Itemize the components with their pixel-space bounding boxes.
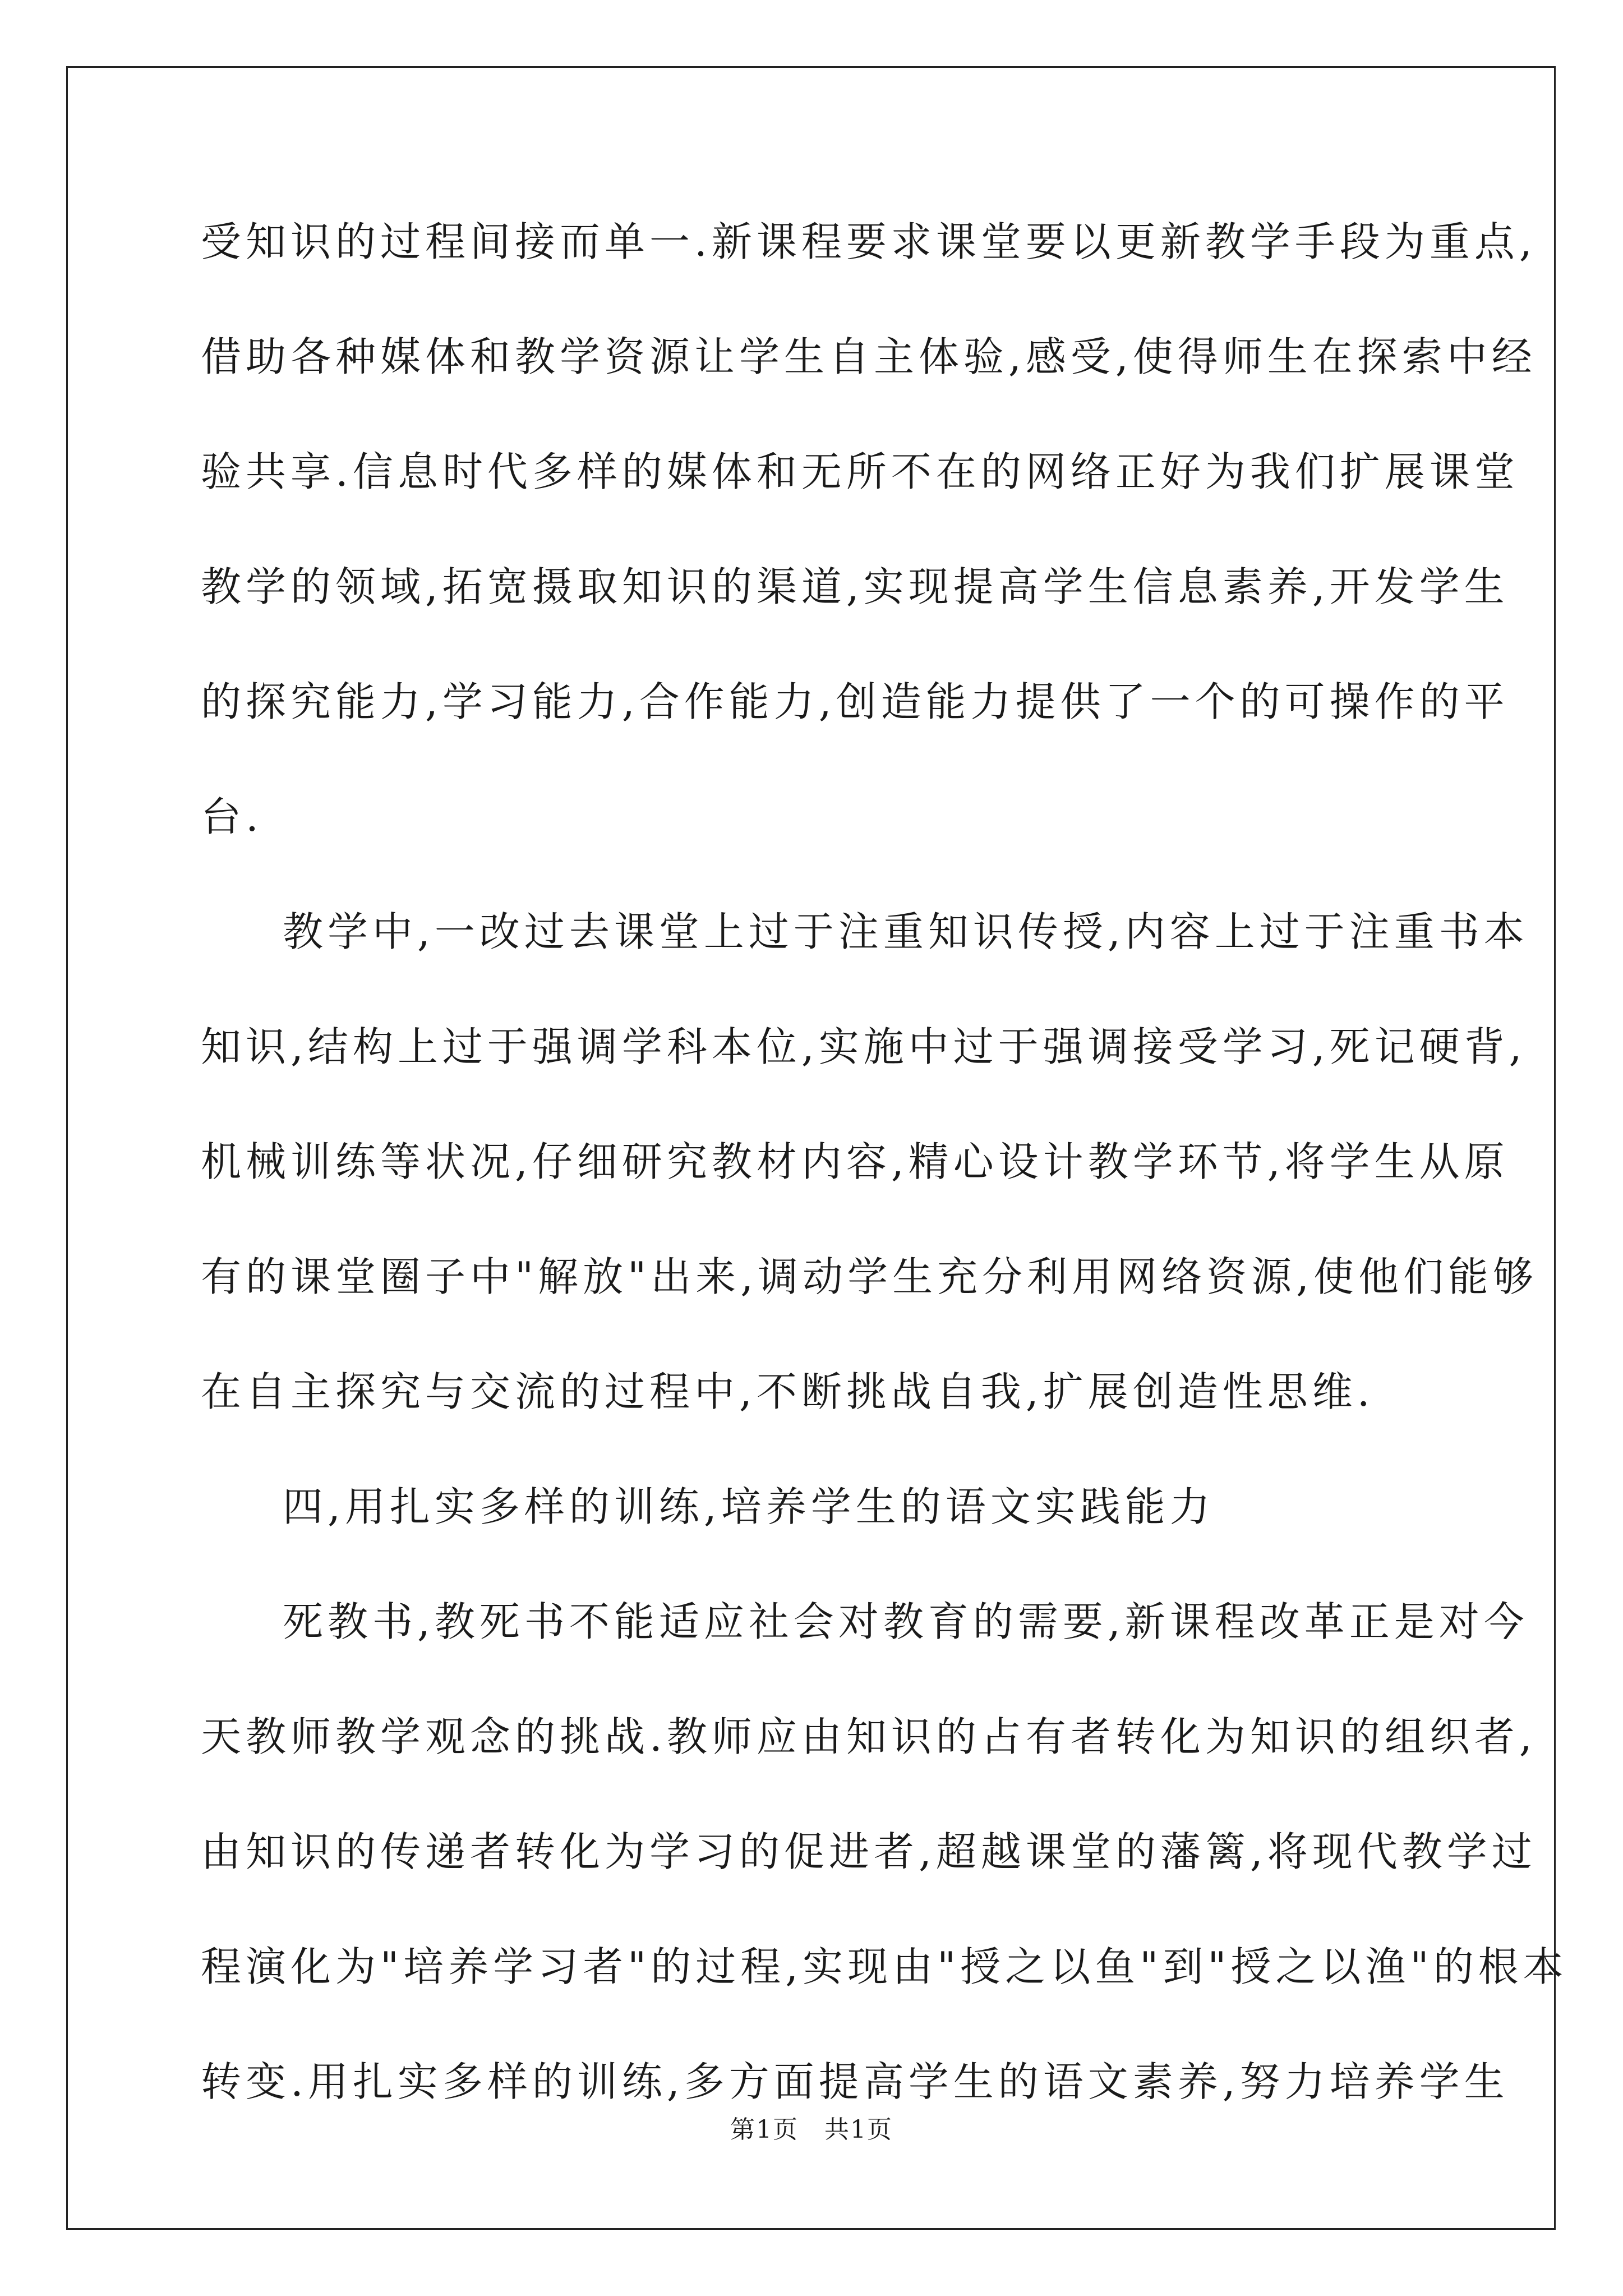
document-body xyxy=(201,214,1568,2169)
text-line: 台. xyxy=(201,793,263,840)
page-footer xyxy=(0,2109,1623,2145)
text-line: 有的课堂圈子中"解放"出来,调动学生充分利用网络资源,使他们能够 xyxy=(201,1253,1538,1300)
text-line: 转变.用扎实多样的训练,多方面提高学生的语文素养,努力培养学生 xyxy=(201,2058,1509,2105)
text-line: 的探究能力,学习能力,合作能力,创造能力提供了一个的可操作的平 xyxy=(201,678,1509,725)
text-line: 天教师教学观念的挑战.教师应由知识的占有者转化为知识的组织者, xyxy=(201,1713,1537,1760)
text-line: 借助各种媒体和教学资源让学生自主体验,感受,使得师生在探索中经 xyxy=(201,333,1537,380)
text-line: 程演化为"培养学习者"的过程,实现由"授之以鱼"到"授之以渔"的根本 xyxy=(201,1943,1568,1990)
paragraph-first-line: 教学中,一改过去课堂上过于注重知识传授,内容上过于注重书本 xyxy=(283,908,1529,955)
section-heading: 四,用扎实多样的训练,培养学生的语文实践能力 xyxy=(283,1483,1215,1530)
page-total: 共1页 xyxy=(824,2115,893,2144)
text-line: 验共享.信息时代多样的媒体和无所不在的网络正好为我们扩展课堂 xyxy=(201,448,1519,495)
text-line: 教学的领域,拓宽摄取知识的渠道,实现提高学生信息素养,开发学生 xyxy=(201,563,1509,610)
text-line: 机械训练等状况,仔细研究教材内容,精心设计教学环节,将学生从原 xyxy=(201,1138,1509,1185)
text-line: 知识,结构上过于强调学科本位,实施中过于强调接受学习,死记硬背, xyxy=(201,1023,1527,1070)
page-number: 第1页 xyxy=(730,2115,799,2144)
text-line: 由知识的传递者转化为学习的促进者,超越课堂的藩篱,将现代教学过 xyxy=(201,1828,1537,1875)
text-line: 在自主探究与交流的过程中,不断挑战自我,扩展创造性思维. xyxy=(201,1368,1375,1415)
text-line: 受知识的过程间接而单一.新课程要求课堂要以更新教学手段为重点, xyxy=(201,218,1537,265)
paragraph-first-line: 死教书,教死书不能适应社会对教育的需要,新课程改革正是对今 xyxy=(283,1598,1529,1645)
